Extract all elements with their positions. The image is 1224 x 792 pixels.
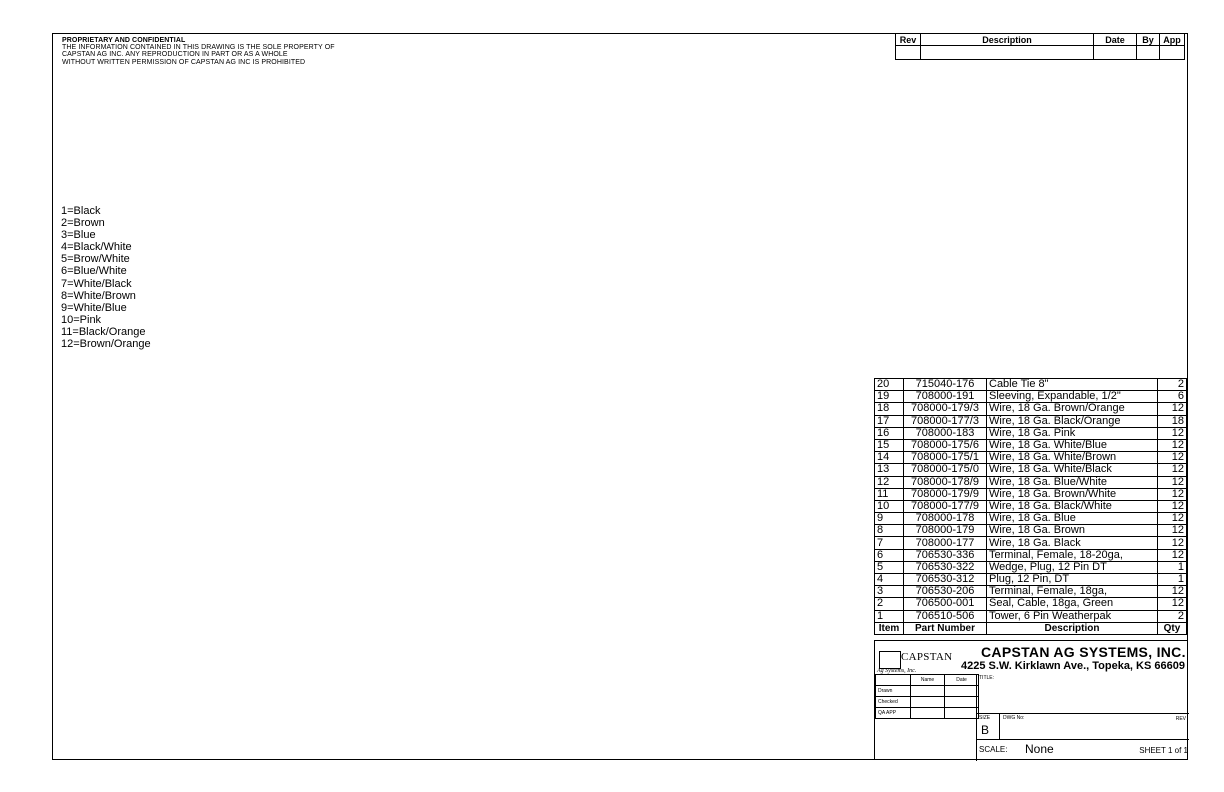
bom-row [875,537,1187,549]
legend-item: 1=Black [61,205,101,217]
legend-item: 9=White/Blue [61,301,127,314]
scale-value: None [1025,742,1054,756]
bom-qty-cell: 1 [1158,574,1187,586]
bom-qty-cell: 6 [1158,391,1187,403]
notice-line: WITHOUT WRITTEN PERMISSION OF CAPSTAN AG INC IS PROHIBITED [62,58,306,66]
bom-row [875,439,1187,451]
bom-row [875,464,1187,476]
bom-description-cell: Wire, 18 Ga. White/Blue [987,439,1158,451]
bom-description-cell: Tower, 6 Pin Weatherpak [987,610,1158,622]
sheet-number: SHEET 1 of 1 [1139,746,1188,755]
bom-part-number-cell: 708000-179/9 [904,488,987,500]
scale-label: SCALE: [979,745,1008,754]
drawn-date [945,686,979,697]
bom-description-cell: Terminal, Female, 18ga, [987,586,1158,598]
qty-header: Qty [1158,622,1187,634]
rev-cell [896,46,921,60]
drawn-name [911,686,945,697]
bom-part-number-cell: 706530-322 [904,561,987,573]
checked-label: Checked [876,697,911,708]
app-cell [1160,46,1185,60]
part-number-header: Part Number [904,622,987,634]
legend-item: 3=Blue [61,229,96,242]
legend-item: 7=White/Black [61,277,132,290]
date-cell [1094,46,1137,60]
item-header: Item [875,622,904,634]
drawing-number-field [1000,714,1189,740]
size-field [976,714,1000,740]
bom-item-cell: 5 [875,561,904,573]
bom-item-cell: 11 [875,488,904,500]
confidentiality-notice [62,37,335,66]
sig-corner [876,675,911,686]
company-name: CAPSTAN AG SYSTEMS, INC. [981,644,1186,660]
date-header: Date [1094,34,1137,46]
bom-header-row [875,622,1187,634]
legend-item: 11=Black/Orange [61,325,146,338]
bom-row [875,403,1187,415]
bom-item-cell: 12 [875,476,904,488]
bom-qty-cell: 12 [1158,464,1187,476]
bom-row [875,427,1187,439]
bom-qty-cell: 1 [1158,561,1187,573]
bom-item-cell: 18 [875,403,904,415]
bom-row [875,476,1187,488]
legend-item: 4=Black/White [61,241,132,254]
capstan-logo [877,647,967,677]
title-field [976,674,1189,714]
bom-part-number-cell: 708000-183 [904,427,987,439]
bom-qty-cell: 12 [1158,403,1187,415]
description-header: Description [987,622,1158,634]
bom-item-cell: 14 [875,452,904,464]
bom-row [875,525,1187,537]
bom-part-number-cell: 708000-191 [904,391,987,403]
notice-heading: PROPRIETARY AND CONFIDENTIAL [62,37,186,44]
bom-part-number-cell: 706530-312 [904,574,987,586]
bom-part-number-cell: 708000-175/6 [904,439,987,451]
bom-part-number-cell: 706530-336 [904,549,987,561]
bom-qty-cell: 2 [1158,610,1187,622]
legend-item: 8=White/Brown [61,289,136,302]
logo-name: CAPSTAN [901,651,953,663]
drawn-label: Drawn [876,686,911,697]
bom-description-cell: Wire, 18 Ga. Blue/White [987,476,1158,488]
bom-description-cell: Wire, 18 Ga. White/Black [987,464,1158,476]
bom-qty-cell: 12 [1158,488,1187,500]
bom-item-cell: 7 [875,537,904,549]
by-header: By [1137,34,1160,46]
bom-description-cell: Wedge, Plug, 12 Pin DT [987,561,1158,573]
bom-qty-cell: 12 [1158,537,1187,549]
scale-field [976,740,1189,761]
bom-row [875,500,1187,512]
bom-qty-cell: 12 [1158,476,1187,488]
qa-name [911,708,945,719]
description-header: Description [921,34,1094,46]
bom-part-number-cell: 708000-175/0 [904,464,987,476]
bom-description-cell: Seal, Cable, 18ga, Green [987,598,1158,610]
checked-date [945,697,979,708]
bom-description-cell: Wire, 18 Ga. White/Brown [987,452,1158,464]
bom-qty-cell: 12 [1158,439,1187,451]
bom-item-cell: 16 [875,427,904,439]
bom-description-cell: Wire, 18 Ga. Brown [987,525,1158,537]
company-address: 4225 S.W. Kirklawn Ave., Topeka, KS 66609 [961,660,1185,672]
bom-item-cell: 9 [875,513,904,525]
bom-part-number-cell: 708000-175/1 [904,452,987,464]
name-header: Name [911,675,945,686]
bom-part-number-cell: 708000-179 [904,525,987,537]
qa-app-label: QA APP [876,708,911,719]
bom-description-cell: Wire, 18 Ga. Pink [987,427,1158,439]
bom-part-number-cell: 708000-177/3 [904,415,987,427]
bom-description-cell: Wire, 18 Ga. Black/White [987,500,1158,512]
bom-qty-cell: 12 [1158,598,1187,610]
bom-item-cell: 4 [875,574,904,586]
bom-qty-cell: 18 [1158,415,1187,427]
dwg-label: DWG No: [1003,715,1025,721]
logo-mark-icon [879,651,901,669]
bom-description-cell: Wire, 18 Ga. Black/Orange [987,415,1158,427]
bom-row [875,488,1187,500]
logo-subtitle: Ag Systems, Inc. [877,668,917,674]
bom-row [875,415,1187,427]
bom-item-cell: 2 [875,598,904,610]
bom-qty-cell: 12 [1158,549,1187,561]
notice-line: CAPSTAN AG INC. ANY REPRODUCTION IN PART OR AS A WHOLE [62,51,288,59]
bom-description-cell: Wire, 18 Ga. Brown/White [987,488,1158,500]
bom-row [875,586,1187,598]
bom-part-number-cell: 706530-206 [904,586,987,598]
bom-qty-cell: 12 [1158,513,1187,525]
bom-part-number-cell: 708000-179/3 [904,403,987,415]
legend-item: 6=Blue/White [61,265,127,278]
bom-qty-cell: 12 [1158,452,1187,464]
description-cell [921,46,1094,60]
bill-of-materials [874,378,1187,635]
bom-row [875,379,1187,391]
bom-part-number-cell: 706500-001 [904,598,987,610]
bom-description-cell: Wire, 18 Ga. Brown/Orange [987,403,1158,415]
date-header: Date [945,675,979,686]
bom-row [875,549,1187,561]
size-value: B [981,723,990,737]
title-block [874,640,1188,760]
bom-item-cell: 3 [875,586,904,598]
bom-row [875,610,1187,622]
bom-row [875,574,1187,586]
bom-part-number-cell: 708000-177 [904,537,987,549]
bom-item-cell: 8 [875,525,904,537]
bom-item-cell: 17 [875,415,904,427]
rev-header: Rev [896,34,921,46]
bom-row [875,561,1187,573]
notice-line: THE INFORMATION CONTAINED IN THIS DRAWING IS THE SOLE PROPERTY OF [62,44,335,52]
bom-item-cell: 20 [875,379,904,391]
bom-qty-cell: 12 [1158,586,1187,598]
qa-date [945,708,979,719]
size-label: SIZE [979,715,991,721]
revision-table [895,33,1185,60]
bom-description-cell: Sleeving, Expandable, 1/2" [987,391,1158,403]
bom-row [875,391,1187,403]
by-cell [1137,46,1160,60]
bom-item-cell: 10 [875,500,904,512]
bom-item-cell: 13 [875,464,904,476]
bom-description-cell: Wire, 18 Ga. Black [987,537,1158,549]
bom-item-cell: 15 [875,439,904,451]
legend-item: 10=Pink [61,313,102,326]
bom-part-number-cell: 706510-506 [904,610,987,622]
signature-grid [875,674,979,719]
bom-part-number-cell: 708000-177/9 [904,500,987,512]
bom-description-cell: Cable Tie 8" [987,379,1158,391]
checked-name [911,697,945,708]
bom-description-cell: Wire, 18 Ga. Blue [987,513,1158,525]
bom-item-cell: 1 [875,610,904,622]
wire-color-legend [61,205,151,350]
bom-part-number-cell: 708000-178 [904,513,987,525]
legend-item: 5=Brow/White [61,253,130,266]
bom-part-number-cell: 715040-176 [904,379,987,391]
legend-item: 2=Brown [61,217,105,230]
bom-item-cell: 19 [875,391,904,403]
bom-item-cell: 6 [875,549,904,561]
bom-row [875,513,1187,525]
rev-label: REV [1175,716,1186,722]
bom-qty-cell: 12 [1158,525,1187,537]
legend-item: 12=Brown/Orange [61,338,151,351]
title-label: TITLE: [979,675,995,681]
bom-part-number-cell: 708000-178/9 [904,476,987,488]
bom-qty-cell: 12 [1158,500,1187,512]
bom-qty-cell: 2 [1158,379,1187,391]
app-header: App [1160,34,1185,46]
bom-description-cell: Plug, 12 Pin, DT [987,574,1158,586]
bom-description-cell: Terminal, Female, 18-20ga, [987,549,1158,561]
bom-row [875,598,1187,610]
bom-row [875,452,1187,464]
bom-qty-cell: 12 [1158,427,1187,439]
